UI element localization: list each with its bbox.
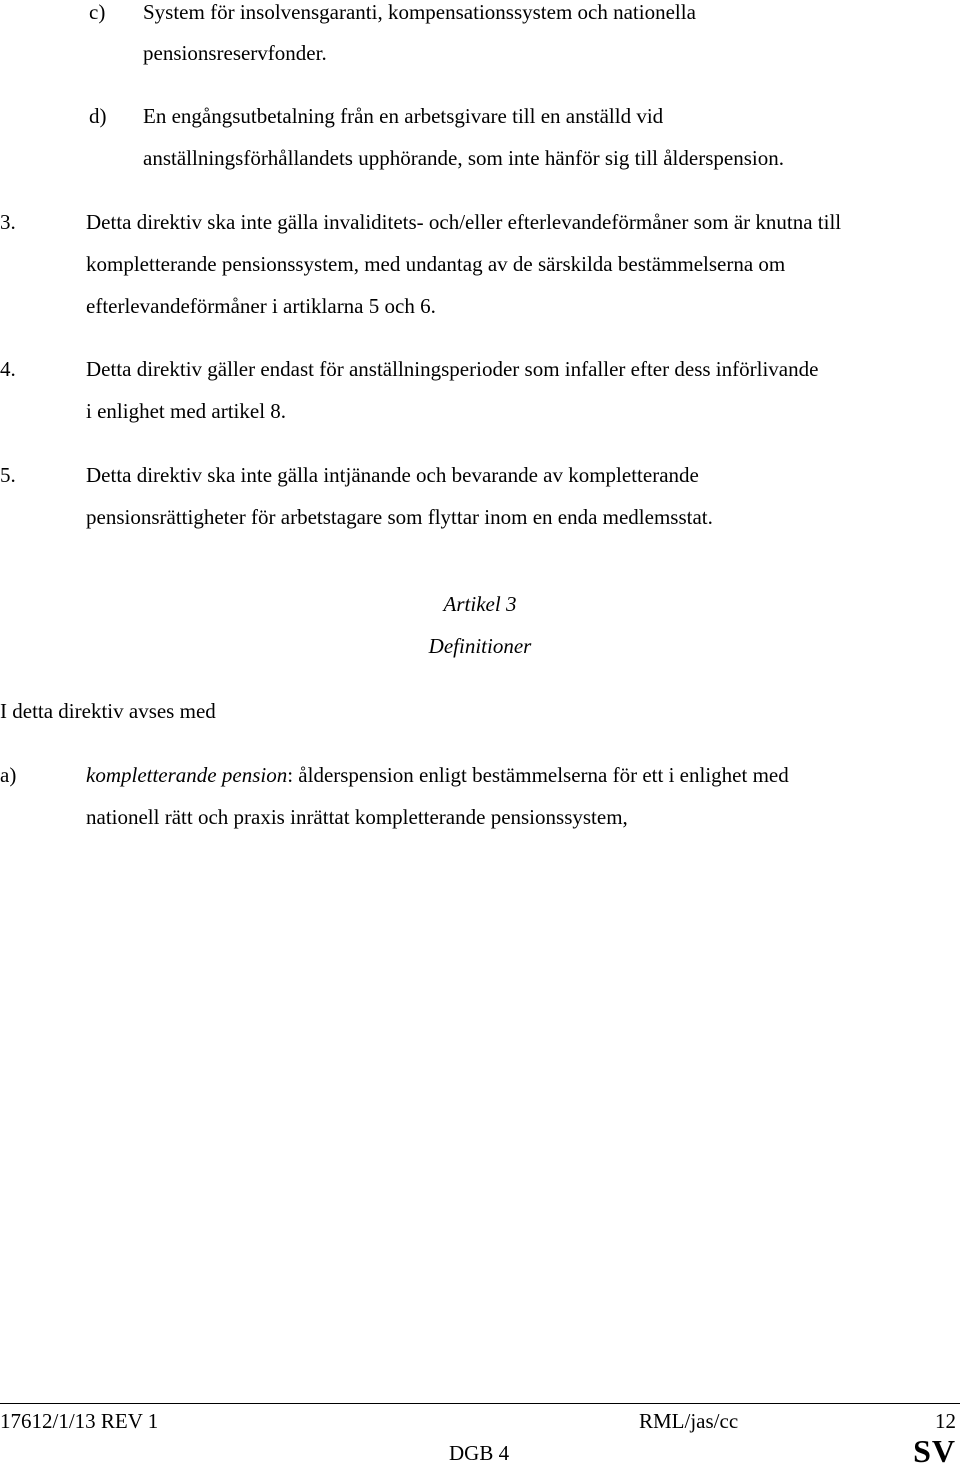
definition-a-line-2: nationell rätt och praxis inrättat kompletterande pensionssystem, [86, 805, 628, 829]
definition-a-text: : ålderspension enligt bestämmelserna för ett i enlighet med [287, 763, 789, 787]
definition-a-line-1 [86, 763, 789, 787]
definition-term: kompletterande pension [86, 763, 288, 787]
list-marker-c: c) [89, 0, 106, 24]
article-subtitle: Definitioner [428, 634, 532, 658]
paragraph-3-line-3: efterlevandeförmåner i artiklarna 5 och 6. [86, 294, 436, 318]
list-item-c-line-1: System för insolvensgaranti, kompensationssystem och nationella [143, 0, 696, 24]
footer-doc-ref: 17612/1/13 REV 1 [0, 1409, 159, 1433]
paragraph-5-line-1: Detta direktiv ska inte gälla intjänande och bevarande av kompletterande [86, 463, 699, 487]
footer-language-code: SV [913, 1433, 956, 1469]
paragraph-number-3: 3. [0, 210, 16, 234]
article-intro: I detta direktiv avses med [0, 699, 216, 723]
article-title: Artikel 3 [443, 592, 517, 616]
paragraph-number-4: 4. [0, 357, 16, 381]
footer-page-number: 12 [935, 1409, 956, 1433]
paragraph-4-line-1: Detta direktiv gäller endast för anställningsperioder som infaller efter dess införlivande [86, 357, 819, 381]
list-item-d-line-2: anställningsförhållandets upphörande, som inte hänför sig till ålderspension. [143, 146, 784, 170]
paragraph-4-line-2: i enlighet med artikel 8. [86, 399, 287, 423]
paragraph-number-5: 5. [0, 463, 16, 487]
footer-initials: RML/jas/cc [639, 1409, 739, 1433]
footer-rule [0, 1403, 960, 1404]
paragraph-5-line-2: pensionsrättigheter för arbetstagare som flyttar inom en enda medlemsstat. [86, 505, 713, 529]
paragraph-3-line-1: Detta direktiv ska inte gälla invaliditets- och/eller efterlevandeförmåner som är knutna till [86, 210, 842, 234]
list-item-c-line-2: pensionsreservfonder. [143, 41, 327, 65]
list-marker-d: d) [89, 104, 107, 128]
paragraph-3-line-2: kompletterande pensionssystem, med undantag av de särskilda bestämmelserna om [86, 252, 786, 276]
footer-dept: DGB 4 [449, 1441, 510, 1465]
definition-marker-a: a) [0, 763, 17, 787]
list-item-d-line-1: En engångsutbetalning från en arbetsgivare till en anställd vid [143, 104, 664, 128]
